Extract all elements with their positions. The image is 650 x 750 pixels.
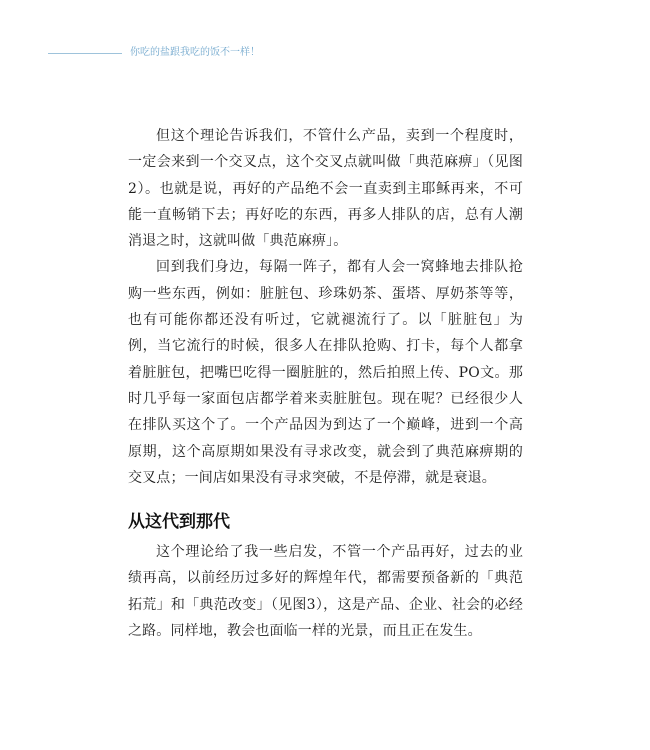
header-rule — [48, 53, 122, 54]
section-paragraph-1: 这个理论给了我一些启发，不管一个产品再好，过去的业绩再高，以前经历过多好的辉煌年代，都需要预备新的「典范拓荒」和「典范改变」（见图3），这是产品、企业、社会的必经之路。同样地，教会也面临一样的光景，而且正在发生。 — [128, 544, 523, 640]
section-heading: 从这代到那代 — [128, 512, 230, 533]
running-header — [48, 45, 608, 61]
article-body — [128, 123, 523, 644]
running-title: 你吃的盐跟我吃的饭不一样！ — [130, 47, 260, 58]
section — [128, 508, 523, 644]
paragraph-1: 但这个理论告诉我们，不管什么产品，卖到一个程度时，一定会来到一个交叉点，这个交叉点就叫做「典范麻痹」（见图2）。也就是说，再好的产品绝不会一直卖到主耶稣再来，不可能一直畅销下去；再好吃的东西，再多人排队的店，总有人潮消退之时，这就叫做「典范麻痹」。 — [128, 128, 523, 250]
paragraph-2: 回到我们身边，每隔一阵子，都有人会一窝蜂地去排队抢购一些东西，例如：脏脏包、珍珠奶茶、蛋塔、厚奶茶等等，也有可能你都还没有听过，它就褪流行了。以「脏脏包」为例，当它流行的时候，很多人在排队抢购、打卡，每个人都拿着脏脏包，把嘴巴吃得一圈脏脏的，然后拍照上传、PO文。那时几乎每一家面包店都学着来卖脏脏包。现在呢？已经很少人在排队买这个了。一个产品因为到达了一个巅峰，进到一个高原期，这个高原期如果没有寻求改变，就会到了典范麻痹期的交叉点；一间店如果没有寻求突破，不是停滞，就是衰退。 — [128, 259, 523, 486]
